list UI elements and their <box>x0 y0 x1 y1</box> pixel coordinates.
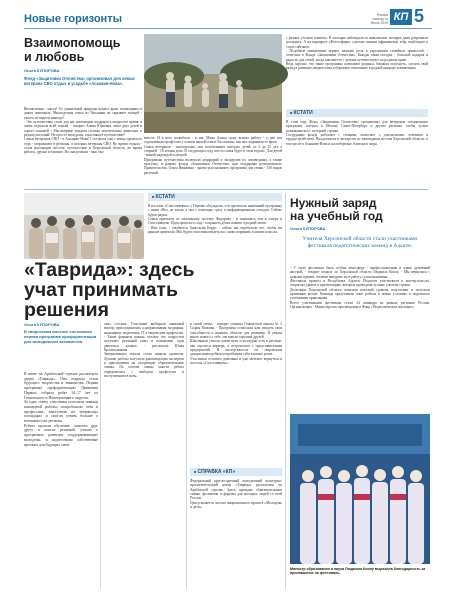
page-number: 5 <box>414 6 425 26</box>
article2-col1: В июне на Арабатской стрелке распахнула двери «Таврида». Она открыла сезон будущего творчества и знакомства. Первая программа профориентации Движения Первых собрала ребят 14–17 лет из Генического и Новотроицкого округов. За одну смену участники получили навыки командной работы, попробовали себя в профессиях, выступили на творческих площадках и смогли узнать больше о возможностях региона. Ребята прошли обучение, помогли друг другу в поиске решений, узнали о программах развития, поддерживающих молодежь, и подготовили собственные проекты для будущих смен. <box>24 372 98 447</box>
article1-lead: Фонд «Защитники Отечества» организовал для семьи ветерана СВО отдых в усадьбе «Аскания-Нова». <box>24 76 135 86</box>
section-title: Новые горизонты <box>24 13 122 25</box>
kstati-rubric-1: ■ КСТАТИ <box>286 109 428 117</box>
article2-lead: В творческом поселке состоялась первая программа профориентации для молодежных активистов. <box>24 329 97 344</box>
article1-col2: вместе. И в него полюбили - и мы. Мама Алина сразу вышла работу - у неё вся отдыхающая профессия у членов нашей семьи. Рассказали, как мы сохранили от врага. Семья ветеранов - многодетная, они воспитывают пятерых детей: от 3 до 15 лет, а старшей - 18 летняя дочь. В следующем году шесть семья будет в этом отдыхе. Для детей - нашей надеждой и опорой. Программы путешествия включали дендрарий и экскурсию по заповеднику, а также прогулку, в рамках фонда «Защитники Отечества» при поддержке регионального Правительства. Ольга Ивановна - проект рассказывает, программа для семьи - 150 видов растений. <box>144 136 282 175</box>
teachers-photo-image <box>290 414 430 564</box>
teachers-photo <box>290 414 430 564</box>
article2-col2: ских сессиях. Участники выбирали знакомый вектор, присоединились к направлениям: медицина, инженерия, педагогика, IT и творческие профессии. - Такие форматы важны, потому что подростки получают реальный опыт и понимание, куда двигаться дальше, - рассказала Юлия Красильникова. Завершающим этапом стали защиты проектов. Лучшие работы получили рекомендации экспертов и приглашения на следующие образовательные смены. По итогам смены многие ребята определились с выбором профессии и поступлением в вузы. <box>104 322 184 379</box>
header-meta: Россия www.kp.ru Июль 2019 <box>370 13 388 25</box>
article3-author: Ольга КУПОРОВА <box>290 226 326 231</box>
article1-title: Взаимопомощь и любовь <box>24 36 121 64</box>
teachers-photo-caption: Министр образования и науки Людмила Коилу выразила благодарность за приглашение на фестиваль. <box>290 567 426 576</box>
kstati-text-2: В поселке «Счастливцево» у Перевы обсуждали, что прочитали нынешний программу с ними «Вот, не знали, а она с помощью сразу и информационным стендом. Сейчас будем рады». Семья приехали по маленькому поселку Федорова - и появились тем в лагере в Счастливцево. Идея прошлого года - сохранить детям память о родной земле. - Нам тоже, - улыбается Анастасия Бердо, - сейчас мы отработали все, чтобы вы раньше приехали. Мы будем счастливы видеть вас снова и принять в наших классах. <box>148 204 282 235</box>
family-photo-image <box>144 34 282 133</box>
kstati-rubric-2: ■ КСТАТИ <box>148 193 282 201</box>
kstati-text-1: В этом году Фонд «Защитники Отечества» организовал для ветеранов специальную программу поездок в Москву, Санкт-Петербург и другие регионы, чтобы лучше познакомиться с историей страны. Сотрудники фонда работают с семьями, помогают с документами, лечением и трудоустройством. Продолжатся и экскурсии по заповедным местам Херсонской области, в том числе в Асканию-Нова и на побережье Азовского моря. <box>286 120 428 146</box>
article2-col3: и своей семье, - говорит ученица Генической школы № 3 София Волкова. - Программа позволила нам увидеть свои способности и выявить области для развития. Я узнала много нового о себе, мы нашли хороших друзей. Школьники узнали, какие вузы и колледжи есть в регионе, как строится карьера, и встретились с представителями предприятий. В мастер-классах по творческим дисциплинам ребята попробовали себя в новых ролях. Участники остались довольны и уже мечтают вернуться в поселок «Счастливцево». <box>190 322 282 366</box>
page-header <box>0 0 452 34</box>
article1-author: Ольга КУПОРОВА <box>24 68 60 73</box>
spravka-rubric: ■ СПРАВКА «КП» <box>190 468 282 476</box>
family-photo <box>144 34 282 133</box>
article3-lead: Учителя Херсонской области стали участниками фестиваля педагогических команд в Адыгее. <box>302 236 418 249</box>
header-divider <box>24 28 432 29</box>
youth-photo <box>24 193 144 259</box>
article1-col3: с разных уголков планеты. В зоопарке наблюдали за животными, которых даже разрешили погладить. А на маршруте «Фотосафари» сделали снимки африканских зебр, верблюдов и стадо сайгаков. - Подобные инициативы играют важную роль в укреплении семейных ценностей, - отметили в Фонде «Защитники Отечества». Каждая такая поездка - большой подарок и радость для семей, когда они вместе с детьми путешествуют по родному краю. Ведь хорошо, что такие программы позволяют родным, близким отдохнуть, сделать свой вклад в развитие патриотизма и бережное отношение к родной природе и животным. <box>286 36 428 71</box>
kp-logo: КП <box>390 9 412 25</box>
article2-title: «Таврида»: здесь учат принимать решения <box>24 259 195 321</box>
spravka-text: Федеральный круглогодичный молодежный культурно-просветительский центр «Таврида» расположен на Арабатской стрелке. Здесь проходят образовательные смены, фестивали и форумы для молодых людей со всей России. Центр является частью национального проекта «Молодежь и дети». <box>190 479 282 510</box>
article1-col1: Впечатления - масса! От уникальной природы нашего края, заповедника и диких животных. Многодетная семья из Чаплинки не скрывает эмоций - такого не видели никогда! - Это путешествие стало для нас настоящим подарком в непростое время: я очень отдыхала всей семьей, - говорит Алина Юрьевна, жена двух детей и одного сыновей. - Мы впервые увидели столько экзотических животных и редких растений. Не просто экскурсия, а настоящее путешествие! Семьи ветеранов СВО - в Асканию-Нова! Состоялся уже с конца прошлого года - отправляют в регионы, в которых ветераны СВО. Во время отдыха - стала настоящим мостом, путешествие в Херсонской области, во время работы, друзья и близкие. Но они решили - ваш быт. <box>24 107 142 155</box>
youth-photo-image <box>24 193 144 259</box>
article2-author: Ольга КУПОРОВА <box>24 322 60 327</box>
article3-title: Нужный заряд на учебный год <box>290 196 383 223</box>
article3-text: - У этого фестиваля была особая атмосфера - профессионализм и очень душевный настрой, - говорит педагог из Херсонской области Людмила Коилу. - Мы вернулись с новыми идеями, готовые внедрить их в работу со школьниками. Фестиваль прошел в Республике Адыгея. Педагоги участвовали в мастер-классах, открытых уроках и презентациях, которые проводили лучшие учителя страны. Делегация Херсонской области показала высокий уровень подготовки и получила признание коллег. Команда представила опыт работы в новых условиях и поделилась успешными практиками. Всего участниками фестиваля стали 24 команды из разных регионов России. Организаторы - Министерство просвещения и Фонд «Педагогическое наследие». <box>290 266 430 310</box>
section-divider <box>24 189 428 190</box>
